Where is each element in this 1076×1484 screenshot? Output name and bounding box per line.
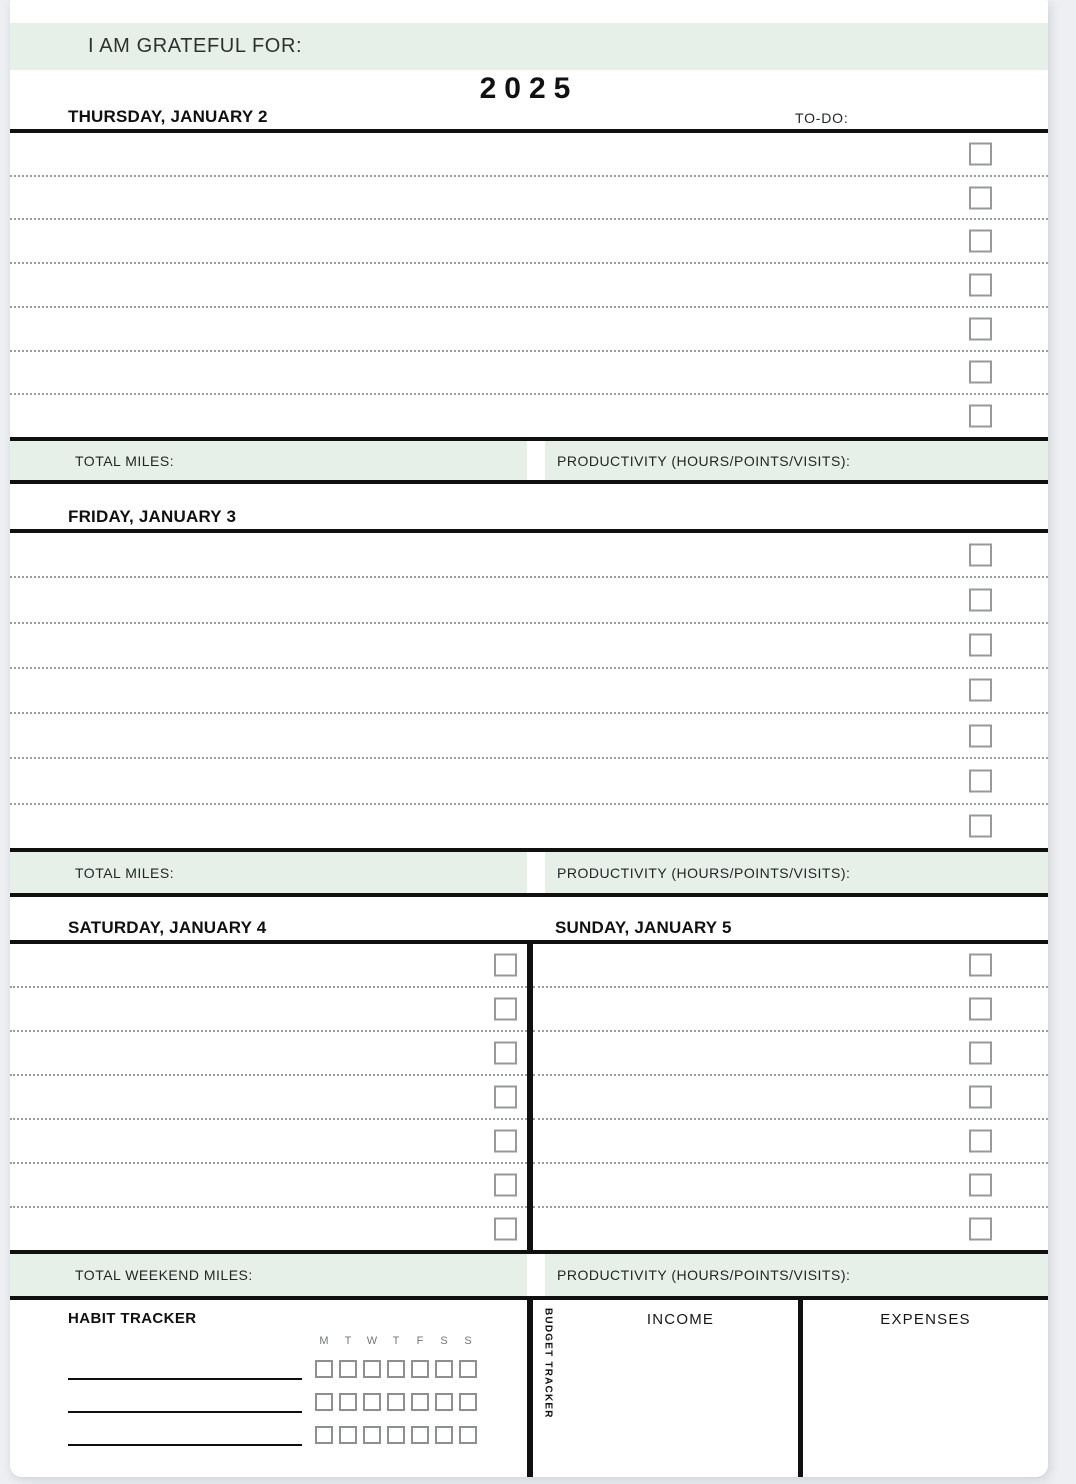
todo-checkbox[interactable] <box>494 1174 517 1197</box>
section-gap <box>10 897 1048 915</box>
sunday-rows <box>533 944 1048 1250</box>
writing-line[interactable] <box>10 578 1048 623</box>
todo-checkbox[interactable] <box>969 724 992 747</box>
habit-checkbox[interactable] <box>435 1360 453 1378</box>
todo-checkbox[interactable] <box>969 142 992 165</box>
total-miles-label: TOTAL MILES: <box>75 864 175 881</box>
todo-checkbox[interactable] <box>969 1218 992 1241</box>
todo-checkbox[interactable] <box>969 1174 992 1197</box>
writing-line[interactable] <box>10 1120 527 1164</box>
productivity-label: PRODUCTIVITY (HOURS/POINTS/VISITS): <box>557 864 851 881</box>
productivity-cell[interactable] <box>545 441 1048 480</box>
todo-checkbox[interactable] <box>969 815 992 838</box>
saturday-date-label: SATURDAY, JANUARY 4 <box>68 918 267 937</box>
todo-checkbox[interactable] <box>969 230 992 253</box>
writing-line[interactable] <box>10 1076 527 1120</box>
thursday-footer-bar <box>10 441 1048 480</box>
writing-line[interactable] <box>10 1164 527 1208</box>
writing-line[interactable] <box>10 714 1048 759</box>
total-miles-cell[interactable] <box>10 441 527 480</box>
todo-checkbox[interactable] <box>969 954 992 977</box>
todo-checkbox[interactable] <box>494 1130 517 1153</box>
thursday-header-row <box>10 105 1048 129</box>
writing-line[interactable] <box>533 1076 1048 1120</box>
weekday-letter: S <box>464 1335 472 1347</box>
writing-line[interactable] <box>10 759 1048 804</box>
writing-line[interactable] <box>10 1208 527 1250</box>
weekend-header-row <box>10 915 1048 940</box>
todo-checkbox[interactable] <box>969 1086 992 1109</box>
todo-checkbox[interactable] <box>969 274 992 297</box>
planner-page <box>10 0 1048 1477</box>
habit-checkbox[interactable] <box>363 1426 381 1444</box>
writing-line[interactable] <box>10 624 1048 669</box>
habit-checkbox[interactable] <box>315 1426 333 1444</box>
writing-line[interactable] <box>10 533 1048 578</box>
productivity-label: PRODUCTIVITY (HOURS/POINTS/VISITS): <box>557 1267 851 1283</box>
writing-line[interactable] <box>10 308 1048 352</box>
writing-line[interactable] <box>10 177 1048 221</box>
letters-spacer <box>68 1329 302 1347</box>
habit-checkbox[interactable] <box>459 1426 477 1444</box>
habit-checkbox[interactable] <box>315 1393 333 1411</box>
weekday-letter: S <box>440 1335 448 1347</box>
budget-tracker-label-strip <box>533 1300 563 1477</box>
top-margin <box>10 0 1048 23</box>
writing-line[interactable] <box>10 669 1048 714</box>
todo-checkbox[interactable] <box>969 405 992 428</box>
bar-gap <box>527 852 545 893</box>
income-label: INCOME <box>646 1311 715 1328</box>
bar-gap <box>527 1254 545 1296</box>
writing-line[interactable] <box>10 220 1048 264</box>
productivity-label: PRODUCTIVITY (HOURS/POINTS/VISITS): <box>557 452 851 469</box>
todo-checkbox[interactable] <box>969 588 992 611</box>
friday-rows <box>10 533 1048 848</box>
habit-checkbox[interactable] <box>411 1360 429 1378</box>
gratitude-label: I AM GRATEFUL FOR: <box>88 35 303 57</box>
todo-checkbox[interactable] <box>969 361 992 384</box>
friday-date-label: FRIDAY, JANUARY 3 <box>68 507 237 526</box>
weekend-section <box>10 944 1048 1250</box>
todo-checkbox[interactable] <box>494 1218 517 1241</box>
weekend-footer-bar <box>10 1254 1048 1296</box>
habit-checkbox[interactable] <box>363 1360 381 1378</box>
todo-checkbox[interactable] <box>969 1130 992 1153</box>
todo-checkbox[interactable] <box>969 770 992 793</box>
writing-line[interactable] <box>10 133 1048 177</box>
todo-checkbox[interactable] <box>969 1042 992 1065</box>
writing-line[interactable] <box>533 988 1048 1032</box>
habit-checkbox[interactable] <box>339 1426 357 1444</box>
habit-name-line[interactable] <box>68 1413 302 1446</box>
weekday-letter: T <box>344 1335 352 1347</box>
todo-label: TO-DO: <box>795 110 849 126</box>
weekday-letter: F <box>416 1335 424 1347</box>
habit-row <box>68 1380 527 1413</box>
productivity-cell[interactable] <box>545 852 1048 893</box>
gratitude-bar[interactable] <box>10 23 1048 70</box>
weekday-letter: T <box>392 1335 400 1347</box>
income-column[interactable] <box>563 1300 798 1477</box>
habit-checkbox[interactable] <box>363 1393 381 1411</box>
bar-gap <box>527 441 545 480</box>
habit-checkbox[interactable] <box>339 1393 357 1411</box>
writing-line[interactable] <box>533 944 1048 988</box>
todo-checkbox[interactable] <box>494 998 517 1021</box>
budget-tracker-title: BUDGET TRACKER <box>542 1308 554 1419</box>
habit-row <box>68 1347 527 1380</box>
habit-checkbox[interactable] <box>387 1393 405 1411</box>
writing-line[interactable] <box>10 264 1048 308</box>
habit-row <box>68 1413 527 1446</box>
todo-checkbox[interactable] <box>969 543 992 566</box>
writing-line[interactable] <box>533 1164 1048 1208</box>
writing-line[interactable] <box>533 1032 1048 1076</box>
habit-checkbox[interactable] <box>387 1360 405 1378</box>
todo-checkbox[interactable] <box>494 1086 517 1109</box>
year-title: 2025 <box>479 72 579 105</box>
budget-tracker <box>533 1300 1048 1477</box>
weekday-letters-row <box>68 1329 527 1347</box>
habit-name-line[interactable] <box>68 1380 302 1413</box>
expenses-column[interactable] <box>803 1300 1048 1477</box>
habit-checkbox[interactable] <box>459 1360 477 1378</box>
habit-checkbox[interactable] <box>411 1426 429 1444</box>
writing-line[interactable] <box>10 988 527 1032</box>
habit-checkbox[interactable] <box>339 1360 357 1378</box>
habit-tracker <box>10 1300 527 1477</box>
weekday-letter: M <box>319 1335 329 1347</box>
writing-line[interactable] <box>533 1120 1048 1164</box>
writing-line[interactable] <box>10 352 1048 396</box>
todo-checkbox[interactable] <box>969 634 992 657</box>
total-weekend-miles-label: TOTAL WEEKEND MILES: <box>75 1267 253 1283</box>
habit-checkbox[interactable] <box>411 1393 429 1411</box>
writing-line[interactable] <box>10 805 1048 848</box>
todo-checkbox[interactable] <box>969 317 992 340</box>
total-miles-cell[interactable] <box>10 852 527 893</box>
todo-checkbox[interactable] <box>969 998 992 1021</box>
todo-checkbox[interactable] <box>969 186 992 209</box>
section-gap <box>10 484 1048 505</box>
todo-checkbox[interactable] <box>969 679 992 702</box>
habit-name-line[interactable] <box>68 1347 302 1380</box>
weekday-letters <box>312 1335 480 1347</box>
thursday-date-label: THURSDAY, JANUARY 2 <box>68 107 268 126</box>
tracker-section <box>10 1300 1048 1477</box>
expenses-label: EXPENSES <box>880 1311 971 1328</box>
friday-footer-bar <box>10 852 1048 893</box>
todo-checkbox[interactable] <box>494 954 517 977</box>
habit-checkbox[interactable] <box>315 1360 333 1378</box>
habit-checkbox[interactable] <box>435 1426 453 1444</box>
habit-checkbox[interactable] <box>459 1393 477 1411</box>
habit-grid <box>68 1329 527 1446</box>
saturday-rows <box>10 944 533 1250</box>
friday-header-row <box>10 505 1048 529</box>
habit-tracker-title: HABIT TRACKER <box>68 1310 197 1327</box>
total-weekend-miles-cell[interactable] <box>10 1254 527 1296</box>
weekday-letter: W <box>366 1335 378 1347</box>
total-miles-label: TOTAL MILES: <box>75 452 175 469</box>
sunday-date-label: SUNDAY, JANUARY 5 <box>555 918 732 937</box>
writing-line[interactable] <box>10 395 1048 437</box>
habit-rows <box>68 1347 527 1446</box>
habit-checkbox[interactable] <box>387 1426 405 1444</box>
thursday-rows <box>10 133 1048 437</box>
writing-line[interactable] <box>10 944 527 988</box>
productivity-cell[interactable] <box>545 1254 1048 1296</box>
writing-line[interactable] <box>10 1032 527 1076</box>
writing-line[interactable] <box>533 1208 1048 1250</box>
habit-checkbox[interactable] <box>435 1393 453 1411</box>
todo-checkbox[interactable] <box>494 1042 517 1065</box>
